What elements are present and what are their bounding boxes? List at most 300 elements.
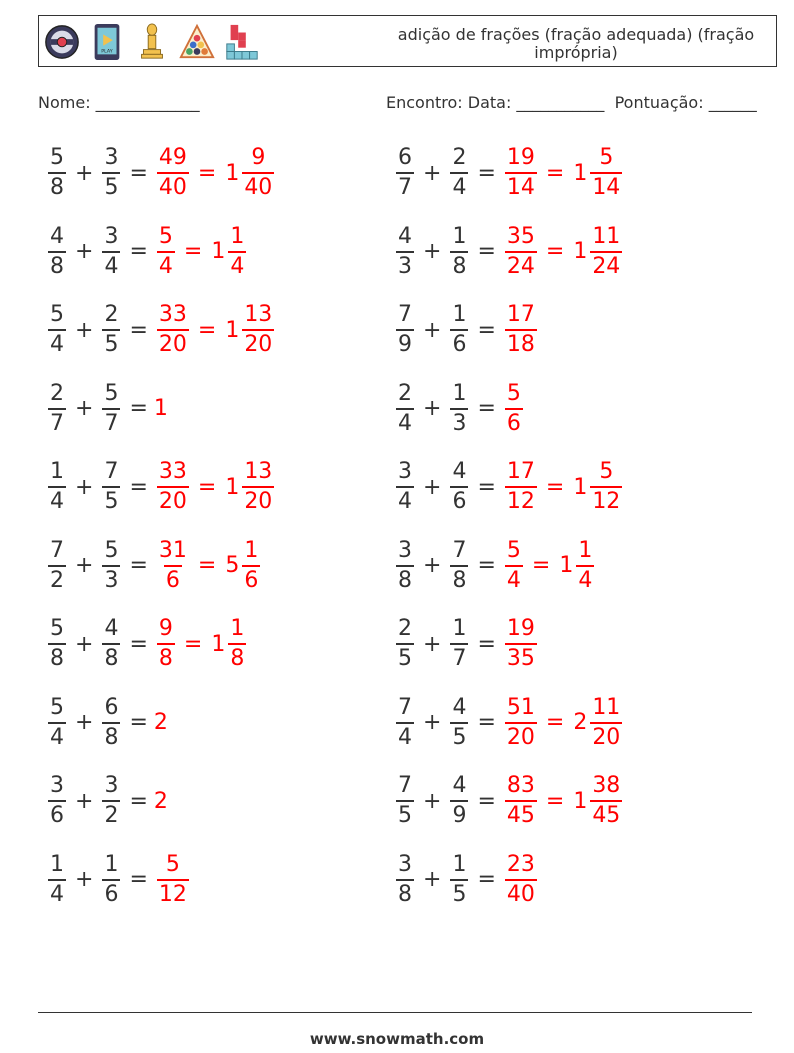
numerator: 5 [50, 616, 64, 641]
numerator: 1 [104, 851, 119, 877]
mixed-fraction [590, 772, 622, 830]
denominator: 20 [242, 329, 274, 359]
mixed-whole: 2 [573, 710, 588, 735]
denominator: 7 [102, 408, 120, 438]
denominator: 6 [164, 565, 182, 595]
mixed-whole: 1 [559, 553, 574, 578]
denominator: 6 [242, 565, 260, 595]
addend-fraction [102, 772, 120, 830]
answer [502, 772, 625, 830]
equals-sign: = [197, 474, 217, 500]
mixed-whole: 1 [573, 474, 588, 500]
numerator: 7 [50, 537, 64, 563]
addend-fraction [48, 537, 66, 595]
addend-fraction [102, 851, 120, 909]
numerator: 11 [592, 694, 621, 720]
denominator: 4 [505, 565, 523, 595]
improper-fraction [157, 458, 189, 516]
improper-fraction [505, 615, 537, 673]
mixed-fraction [228, 223, 246, 281]
denominator: 45 [505, 800, 537, 830]
denominator: 4 [48, 486, 66, 516]
plus-sign: + [423, 239, 442, 264]
answer-whole: 2 [153, 710, 168, 735]
numerator: 5 [599, 459, 614, 484]
addend-fraction [450, 144, 468, 202]
mixed-fraction [228, 615, 246, 673]
addend-fraction [48, 694, 66, 752]
numerator: 33 [158, 302, 187, 327]
mixed-fraction [242, 458, 274, 516]
improper-fraction [505, 772, 537, 830]
numerator: 4 [452, 694, 467, 720]
denominator: 2 [48, 565, 66, 595]
numerator: 1 [50, 851, 64, 877]
numerator: 6 [398, 145, 412, 170]
numerator: 2 [398, 616, 412, 641]
numerator: 7 [452, 537, 467, 563]
equals-sign: = [477, 474, 496, 500]
equals-sign: = [129, 396, 148, 421]
numerator: 4 [452, 459, 467, 484]
numerator: 38 [592, 773, 621, 798]
mixed-fraction [242, 537, 260, 595]
numerator: 1 [452, 851, 467, 877]
plus-sign: + [423, 317, 442, 343]
answer [502, 301, 540, 359]
plus-sign: + [75, 710, 94, 735]
numerator: 49 [158, 145, 187, 170]
numerator: 13 [244, 459, 273, 484]
denominator: 4 [48, 879, 66, 909]
denominator: 8 [450, 251, 468, 281]
problem-row [393, 613, 540, 675]
numerator: 7 [398, 694, 412, 720]
numerator: 3 [104, 223, 119, 249]
improper-fraction [157, 301, 189, 359]
numerator: 3 [398, 537, 412, 563]
problem-row [45, 142, 277, 204]
denominator: 18 [505, 329, 537, 359]
addend-fraction [396, 144, 414, 202]
addend-fraction [48, 380, 66, 438]
problem-row [393, 378, 526, 440]
denominator: 5 [102, 486, 120, 516]
answer [154, 144, 277, 202]
addend-fraction [396, 851, 414, 909]
problem-row [393, 692, 625, 754]
answer [154, 851, 192, 909]
denominator: 40 [505, 879, 537, 909]
denominator: 3 [396, 251, 414, 281]
answer [502, 458, 625, 516]
plus-sign: + [75, 160, 94, 186]
equals-sign: = [129, 710, 148, 735]
mixed-fraction [590, 223, 622, 281]
improper-fraction [505, 144, 537, 202]
equals-sign: = [129, 788, 148, 814]
plus-sign: + [75, 396, 94, 421]
plus-sign: + [423, 710, 442, 735]
addend-fraction [450, 301, 468, 359]
equals-sign: = [129, 553, 148, 578]
numerator: 4 [104, 616, 119, 641]
equals-sign: = [129, 239, 148, 264]
addend-fraction [396, 301, 414, 359]
addend-fraction [450, 851, 468, 909]
answer [154, 458, 277, 516]
denominator: 4 [157, 251, 175, 281]
problem-row [393, 142, 625, 204]
numerator: 7 [398, 773, 412, 798]
equals-sign: = [545, 160, 565, 186]
addend-fraction [48, 772, 66, 830]
answer [154, 789, 168, 814]
denominator: 7 [396, 172, 414, 202]
numerator: 7 [104, 459, 119, 484]
answer [154, 301, 277, 359]
numerator: 1 [230, 223, 245, 249]
numerator: 5 [599, 145, 614, 170]
numerator: 1 [452, 223, 467, 249]
denominator: 7 [450, 643, 468, 673]
numerator: 19 [506, 616, 535, 641]
denominator: 24 [505, 251, 537, 281]
plus-sign: + [75, 867, 94, 892]
denominator: 8 [157, 643, 175, 673]
improper-fraction [505, 851, 537, 909]
addend-fraction [102, 615, 120, 673]
denominator: 6 [450, 329, 468, 359]
numerator: 7 [398, 302, 412, 327]
mixed-whole: 1 [573, 239, 588, 264]
denominator: 8 [396, 565, 414, 595]
equals-sign: = [477, 160, 496, 186]
addend-fraction [450, 615, 468, 673]
plus-sign: + [423, 788, 442, 814]
name-field: Nome: _____________ [38, 93, 200, 112]
numerator: 23 [506, 851, 535, 877]
addend-fraction [48, 615, 66, 673]
addend-fraction [102, 301, 120, 359]
plus-sign: + [423, 553, 442, 578]
problem-row [393, 770, 625, 832]
addend-fraction [450, 537, 468, 595]
denominator: 4 [102, 251, 120, 281]
answer [502, 694, 625, 752]
answer [502, 144, 625, 202]
mixed-whole: 1 [225, 160, 240, 186]
problem-row [45, 221, 249, 283]
denominator: 8 [396, 879, 414, 909]
answer [154, 396, 168, 421]
denominator: 2 [102, 800, 120, 830]
worksheet-title: adição de frações (fração adequada) (fração imprópria) [397, 25, 755, 62]
mixed-whole: 1 [573, 788, 588, 814]
numerator: 2 [452, 145, 467, 170]
addend-fraction [396, 380, 414, 438]
denominator: 4 [228, 251, 246, 281]
numerator: 13 [244, 302, 273, 327]
denominator: 4 [576, 565, 594, 595]
addend-fraction [450, 380, 468, 438]
plus-sign: + [423, 474, 442, 500]
denominator: 4 [48, 329, 66, 359]
addend-fraction [48, 223, 66, 281]
numerator: 4 [398, 223, 412, 249]
denominator: 3 [102, 565, 120, 595]
svg-text:PLAY: PLAY [101, 49, 113, 55]
numerator: 5 [506, 380, 521, 406]
numerator: 5 [50, 302, 64, 327]
improper-fraction [505, 223, 537, 281]
answer [502, 851, 540, 909]
numerator: 3 [104, 145, 119, 170]
addend-fraction [102, 537, 120, 595]
mixed-whole: 1 [225, 474, 240, 500]
score-field: Pontuação: ______ [614, 93, 757, 112]
addend-fraction [102, 144, 120, 202]
problem-row [393, 535, 597, 597]
problem-row [45, 535, 263, 597]
denominator: 20 [505, 722, 537, 752]
addend-fraction [48, 851, 66, 909]
equals-sign: = [183, 239, 203, 264]
improper-fraction [157, 851, 189, 909]
improper-fraction [157, 144, 189, 202]
numerator: 1 [244, 537, 259, 563]
denominator: 5 [396, 643, 414, 673]
addend-fraction [396, 694, 414, 752]
plus-sign: + [423, 160, 442, 186]
denominator: 45 [590, 800, 622, 830]
equals-sign: = [129, 474, 148, 500]
answer [154, 710, 168, 735]
denominator: 35 [505, 643, 537, 673]
answer-whole: 2 [153, 788, 168, 814]
equals-sign: = [477, 553, 496, 578]
addend-fraction [450, 772, 468, 830]
denominator: 7 [48, 408, 66, 438]
addend-fraction [396, 772, 414, 830]
numerator: 1 [452, 616, 467, 641]
denominator: 12 [505, 486, 537, 516]
improper-fraction [157, 537, 189, 595]
denominator: 8 [48, 251, 66, 281]
numerator: 9 [251, 145, 266, 170]
numerator: 35 [506, 223, 535, 249]
mixed-fraction [590, 144, 622, 202]
equals-sign: = [129, 631, 148, 657]
problem-row [45, 299, 277, 361]
plus-sign: + [423, 867, 442, 892]
addend-fraction [450, 223, 468, 281]
numerator: 5 [50, 694, 64, 720]
answer [502, 380, 526, 438]
numerator: 3 [50, 773, 64, 798]
equals-sign: = [477, 867, 496, 892]
denominator: 14 [505, 172, 537, 202]
numerator: 5 [506, 537, 521, 563]
numerator: 31 [158, 537, 187, 563]
mixed-fraction [242, 301, 274, 359]
numerator: 3 [398, 851, 412, 877]
mixed-whole: 1 [225, 317, 240, 343]
numerator: 1 [452, 302, 467, 327]
footer-divider [38, 1012, 752, 1013]
addend-fraction [396, 458, 414, 516]
answer-whole: 1 [153, 396, 168, 421]
equals-sign: = [129, 867, 148, 892]
answer [154, 537, 263, 595]
problem-row [45, 613, 249, 675]
improper-fraction [157, 223, 175, 281]
denominator: 20 [157, 486, 189, 516]
equals-sign: = [197, 160, 217, 186]
denominator: 6 [48, 800, 66, 830]
numerator: 6 [104, 694, 119, 720]
numerator: 3 [104, 773, 119, 798]
denominator: 24 [590, 251, 622, 281]
denominator: 4 [396, 408, 414, 438]
numerator: 1 [50, 459, 64, 484]
denominator: 4 [450, 172, 468, 202]
numerator: 2 [50, 380, 64, 406]
addend-fraction [48, 144, 66, 202]
equals-sign: = [197, 553, 217, 578]
plus-sign: + [423, 396, 442, 421]
equals-sign: = [129, 317, 148, 343]
numerator: 2 [104, 302, 119, 327]
denominator: 8 [102, 643, 120, 673]
equals-sign: = [477, 239, 496, 264]
mixed-fraction [590, 694, 622, 752]
answer [154, 223, 249, 281]
improper-fraction [157, 615, 175, 673]
denominator: 5 [450, 722, 468, 752]
denominator: 5 [102, 172, 120, 202]
numerator: 5 [165, 851, 180, 877]
mixed-whole: 1 [573, 160, 588, 186]
denominator: 6 [102, 879, 120, 909]
improper-fraction [505, 537, 523, 595]
equals-sign: = [545, 474, 565, 500]
problem-row [45, 456, 277, 518]
numerator: 5 [50, 145, 64, 170]
numerator: 5 [104, 537, 119, 563]
equals-sign: = [197, 317, 217, 343]
numerator: 11 [592, 223, 621, 249]
equals-sign: = [545, 788, 565, 814]
denominator: 8 [228, 643, 246, 673]
numerator: 4 [50, 223, 64, 249]
mixed-fraction [590, 458, 622, 516]
addend-fraction [450, 694, 468, 752]
mixed-fraction [576, 537, 594, 595]
denominator: 5 [102, 329, 120, 359]
plus-sign: + [75, 317, 94, 343]
numerator: 1 [578, 537, 593, 563]
denominator: 40 [157, 172, 189, 202]
answer [502, 615, 540, 673]
improper-fraction [505, 380, 523, 438]
plus-sign: + [75, 239, 94, 264]
denominator: 3 [450, 408, 468, 438]
answer [502, 223, 625, 281]
denominator: 4 [396, 722, 414, 752]
denominator: 9 [396, 329, 414, 359]
addend-fraction [396, 537, 414, 595]
numerator: 1 [230, 616, 245, 641]
denominator: 20 [590, 722, 622, 752]
addend-fraction [102, 458, 120, 516]
numerator: 19 [506, 145, 535, 170]
plus-sign: + [75, 474, 94, 500]
improper-fraction [505, 694, 537, 752]
problem-row [45, 378, 168, 440]
problem-row [393, 456, 625, 518]
equals-sign: = [531, 553, 551, 578]
meeting-date-field: Encontro: Data: ___________ [386, 93, 605, 112]
denominator: 14 [590, 172, 622, 202]
improper-fraction [505, 301, 537, 359]
addend-fraction [102, 223, 120, 281]
answer [502, 537, 597, 595]
addend-fraction [48, 458, 66, 516]
equals-sign: = [545, 710, 565, 735]
numerator: 3 [398, 459, 412, 484]
denominator: 6 [450, 486, 468, 516]
denominator: 5 [396, 800, 414, 830]
denominator: 12 [590, 486, 622, 516]
equals-sign: = [545, 239, 565, 264]
equals-sign: = [477, 788, 496, 814]
mixed-whole: 1 [211, 631, 226, 657]
addend-fraction [48, 301, 66, 359]
numerator: 5 [104, 380, 119, 406]
denominator: 8 [48, 172, 66, 202]
footer-url: www.snowmath.com [309, 1030, 485, 1048]
problem-row [45, 770, 168, 832]
problem-row [393, 849, 540, 911]
denominator: 40 [242, 172, 274, 202]
problem-row [393, 221, 625, 283]
numerator: 17 [506, 459, 535, 484]
denominator: 6 [505, 408, 523, 438]
problem-row [393, 299, 540, 361]
plus-sign: + [423, 631, 442, 657]
numerator: 83 [506, 773, 535, 798]
denominator: 4 [396, 486, 414, 516]
problem-row [45, 849, 192, 911]
denominator: 8 [450, 565, 468, 595]
equals-sign: = [477, 631, 496, 657]
numerator: 9 [158, 616, 173, 641]
denominator: 8 [102, 722, 120, 752]
improper-fraction [505, 458, 537, 516]
plus-sign: + [75, 631, 94, 657]
equals-sign: = [477, 710, 496, 735]
addend-fraction [396, 615, 414, 673]
denominator: 12 [157, 879, 189, 909]
numerator: 2 [398, 380, 412, 406]
problem-row [45, 692, 168, 754]
mixed-whole: 1 [211, 239, 226, 264]
numerator: 4 [452, 773, 467, 798]
addend-fraction [102, 694, 120, 752]
plus-sign: + [75, 788, 94, 814]
addend-fraction [450, 458, 468, 516]
